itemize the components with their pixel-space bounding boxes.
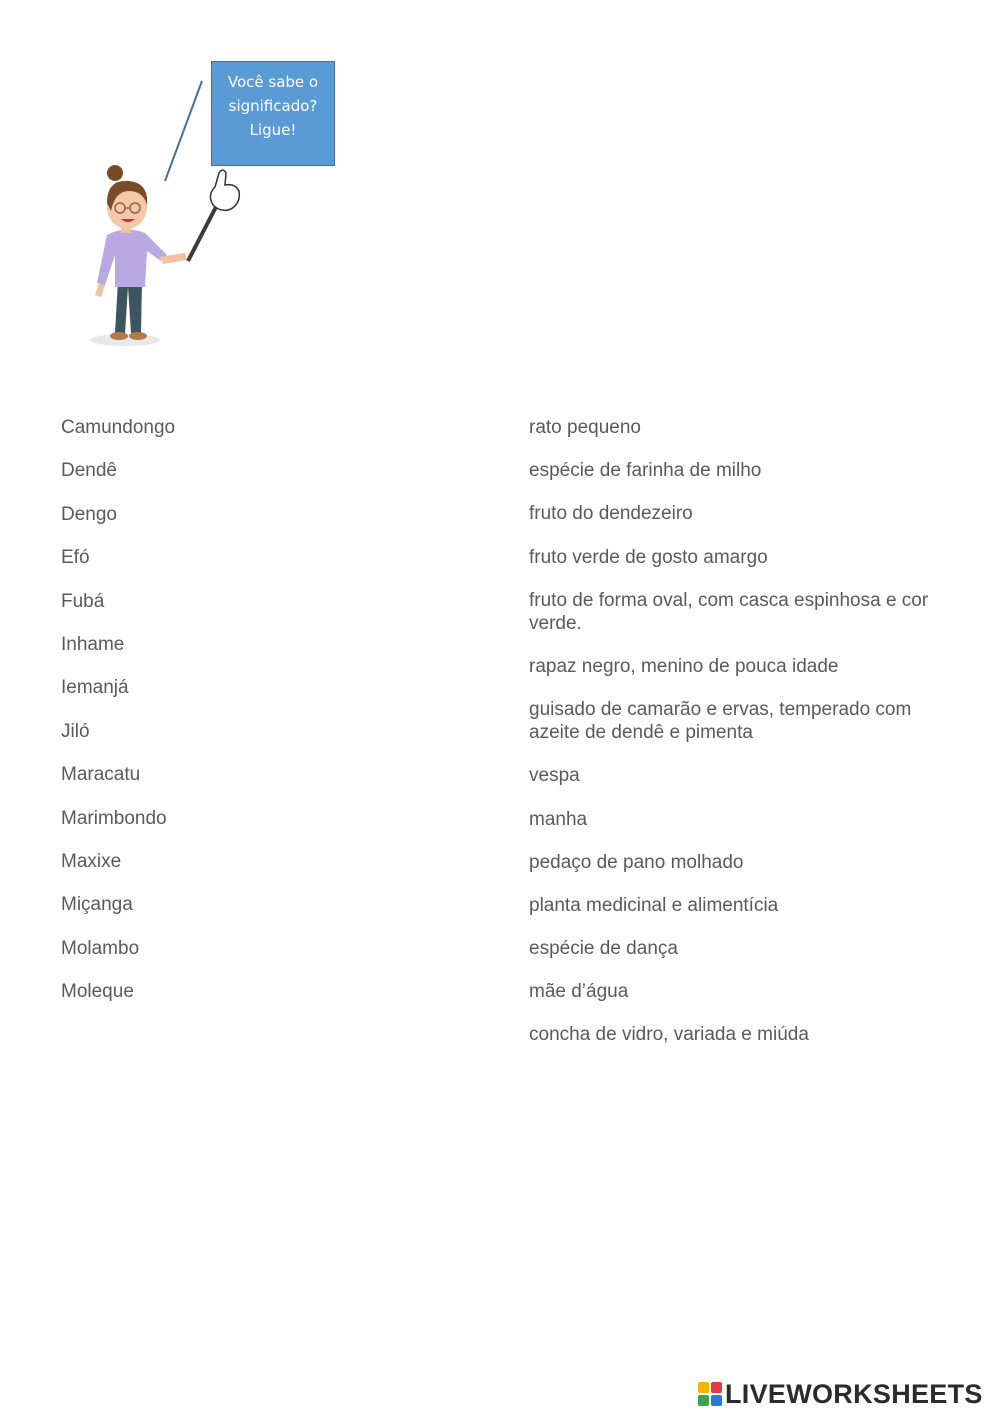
definition-item[interactable]: vespa bbox=[529, 765, 580, 787]
word-list bbox=[61, 416, 481, 1023]
logo-block bbox=[711, 1382, 722, 1393]
definition-item[interactable]: fruto verde de gosto amargo bbox=[529, 546, 768, 568]
word-item-jilo[interactable]: Jiló bbox=[61, 720, 90, 742]
definition-item[interactable]: manha bbox=[529, 808, 588, 830]
word-item-maxixe[interactable]: Maxixe bbox=[61, 850, 122, 872]
speech-bubble-line: Você sabe o bbox=[227, 73, 319, 91]
word-item-molambo[interactable]: Molambo bbox=[61, 937, 140, 959]
word-item-dengo[interactable]: Dengo bbox=[61, 503, 117, 525]
word-item-fuba[interactable]: Fubá bbox=[61, 590, 105, 612]
word-item-marimbondo[interactable]: Marimbondo bbox=[61, 807, 167, 829]
word-item-inhame[interactable]: Inhame bbox=[61, 633, 125, 655]
speech-bubble-line: Ligue! bbox=[249, 121, 297, 139]
word-item-maracatu[interactable]: Maracatu bbox=[61, 764, 141, 786]
definition-list bbox=[529, 416, 949, 1067]
definition-item[interactable]: rato pequeno bbox=[529, 417, 641, 438]
logo-block bbox=[698, 1395, 709, 1406]
definition-item[interactable]: fruto de forma oval, com casca espinhosa e cor verde. bbox=[529, 589, 929, 634]
logo-text: LIVEWORKSHEETS bbox=[725, 1378, 983, 1409]
logo-blocks-icon bbox=[698, 1382, 722, 1406]
speech-bubble-line: significado? bbox=[228, 97, 318, 115]
logo-block bbox=[711, 1395, 722, 1406]
speech-bubble bbox=[211, 61, 335, 166]
definition-item[interactable]: guisado de camarão e ervas, temperado com azeite de dendê e pimenta bbox=[529, 699, 912, 744]
definition-item[interactable]: pedaço de pano molhado bbox=[529, 851, 744, 873]
definition-item[interactable]: espécie de farinha de milho bbox=[529, 460, 762, 482]
word-item-dende[interactable]: Dendê bbox=[61, 460, 117, 482]
definition-item[interactable]: fruto do dendezeiro bbox=[529, 503, 693, 525]
definition-item[interactable]: planta medicinal e alimentícia bbox=[529, 894, 779, 916]
definition-item[interactable]: rapaz negro, menino de pouca idade bbox=[529, 655, 839, 677]
logo-block bbox=[698, 1382, 709, 1393]
definition-item[interactable]: concha de vidro, variada e miúda bbox=[529, 1024, 809, 1046]
word-item-camundongo[interactable]: Camundongo bbox=[61, 417, 176, 438]
definition-item[interactable]: mãe d’água bbox=[529, 981, 629, 1003]
definition-item[interactable]: espécie de dança bbox=[529, 938, 678, 960]
word-item-iemanja[interactable]: Iemanjá bbox=[61, 677, 129, 699]
word-item-moleque[interactable]: Moleque bbox=[61, 981, 134, 1003]
word-item-micanga[interactable]: Miçanga bbox=[61, 894, 133, 916]
liveworksheets-logo bbox=[698, 1380, 983, 1408]
word-item-efo[interactable]: Efó bbox=[61, 547, 90, 569]
